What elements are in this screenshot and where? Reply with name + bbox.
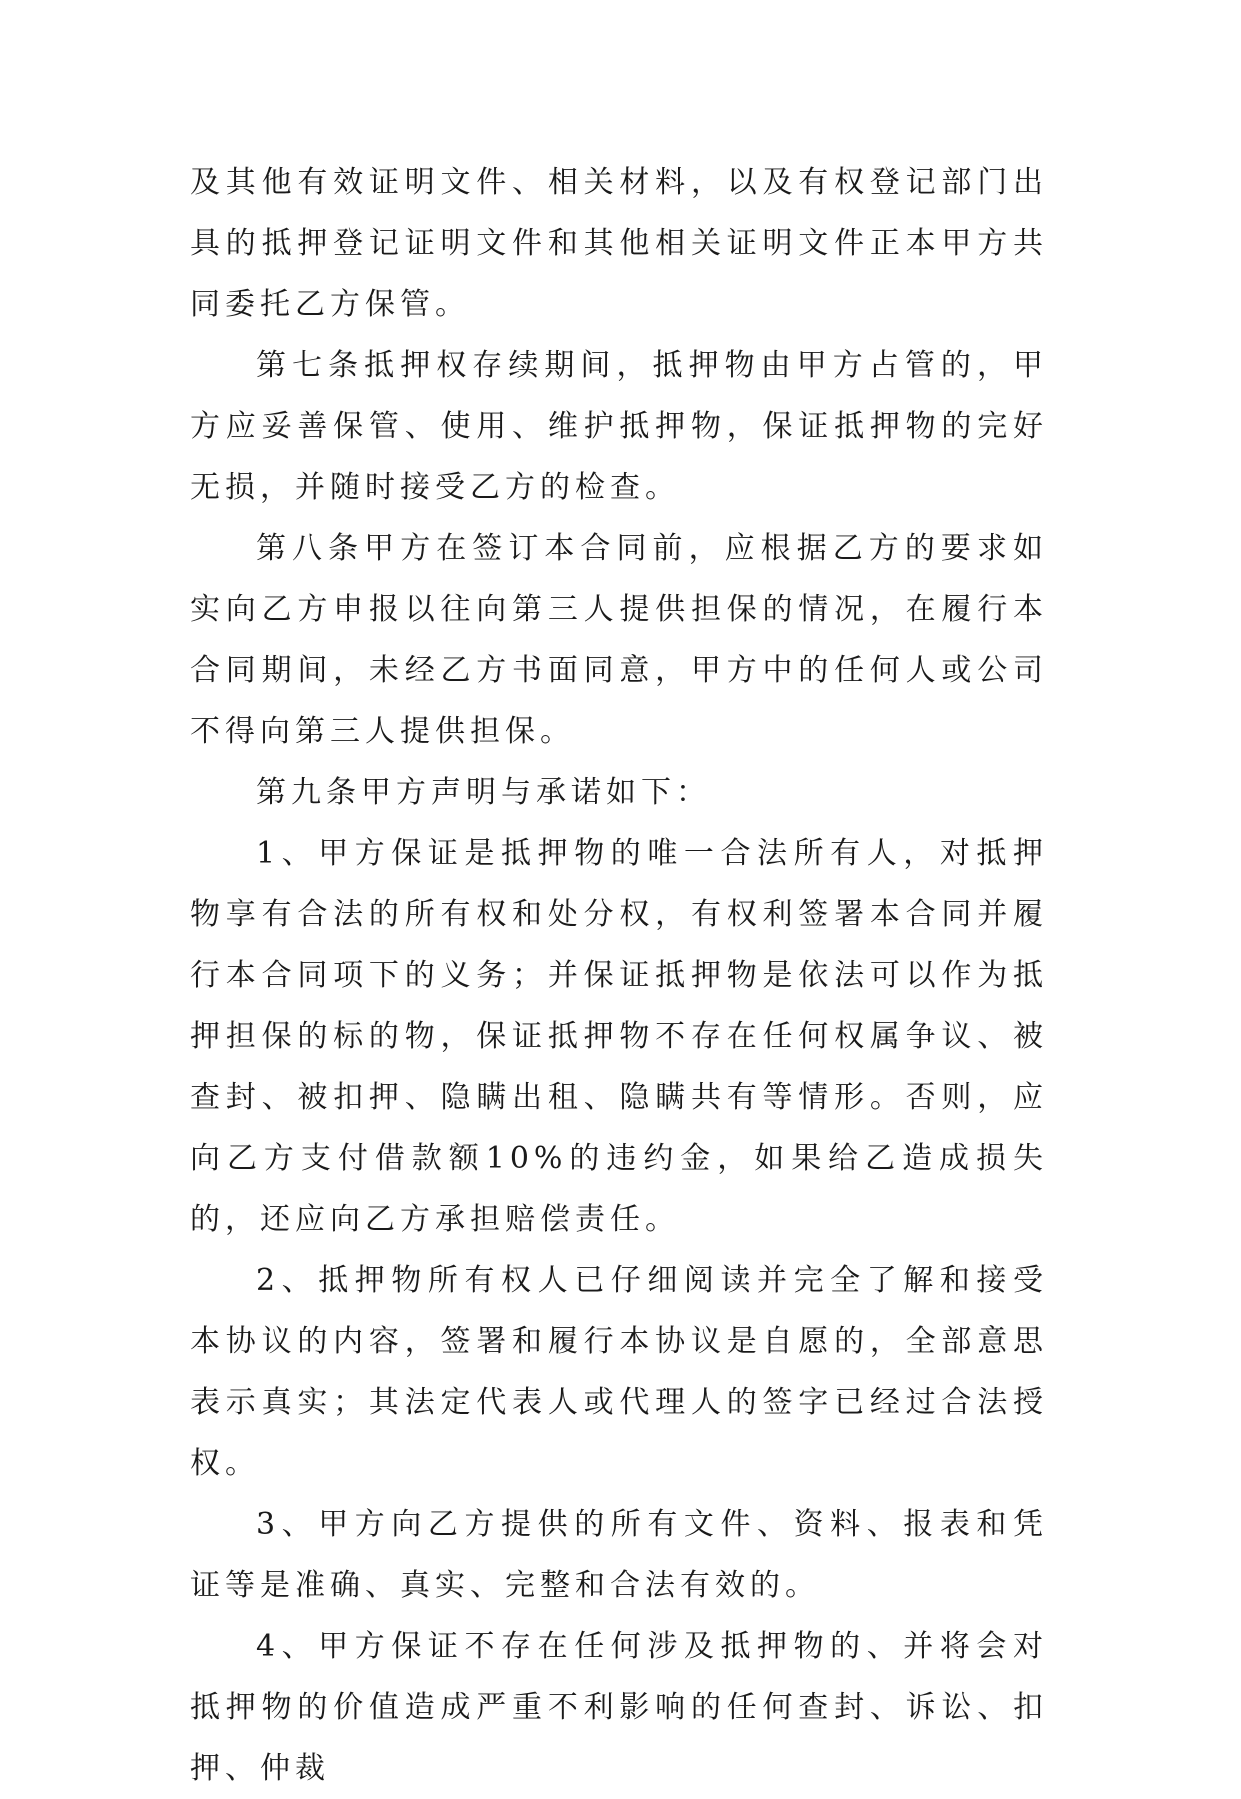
paragraph-item-3: 3、甲方向乙方提供的所有文件、资料、报表和凭证等是准确、真实、完整和合法有效的。 (190, 1507, 1048, 1603)
paragraph-article-9-heading: 第九条甲方声明与承诺如下： (256, 775, 711, 810)
paragraph-item-4: 4、甲方保证不存在任何涉及抵押物的、并将会对抵押物的价值造成严重不利影响的任何查封、诉讼、扣押、仲裁 (190, 1629, 1048, 1786)
paragraph-continued: 及其他有效证明文件、相关材料，以及有权登记部门出具的抵押登记证明文件和其他相关证明文件正本甲方共同委托乙方保管。 (190, 165, 1048, 322)
paragraph-item-2: 2、抵押物所有权人已仔细阅读并完全了解和接受本协议的内容，签署和履行本协议是自愿的，全部意思表示真实；其法定代表人或代理人的签字已经过合法授权。 (190, 1263, 1048, 1481)
paragraph-article-7: 第七条抵押权存续期间，抵押物由甲方占管的，甲方应妥善保管、使用、维护抵押物，保证抵押物的完好无损，并随时接受乙方的检查。 (190, 348, 1048, 505)
document-page (190, 152, 1048, 1799)
paragraph-item-1: 1、甲方保证是抵押物的唯一合法所有人，对抵押物享有合法的所有权和处分权，有权利签署本合同并履行本合同项下的义务；并保证抵押物是依法可以作为抵押担保的标的物，保证抵押物不存在任何权属争议、被查封、被扣押、隐瞒出租、隐瞒共有等情形。否则，应向乙方支付借款额10%的违约金，如果给乙造成损失的，还应向乙方承担赔偿责任。 (190, 836, 1048, 1237)
paragraph-article-8: 第八条甲方在签订本合同前，应根据乙方的要求如实向乙方申报以往向第三人提供担保的情况，在履行本合同期间，未经乙方书面同意，甲方中的任何人或公司不得向第三人提供担保。 (190, 531, 1048, 749)
